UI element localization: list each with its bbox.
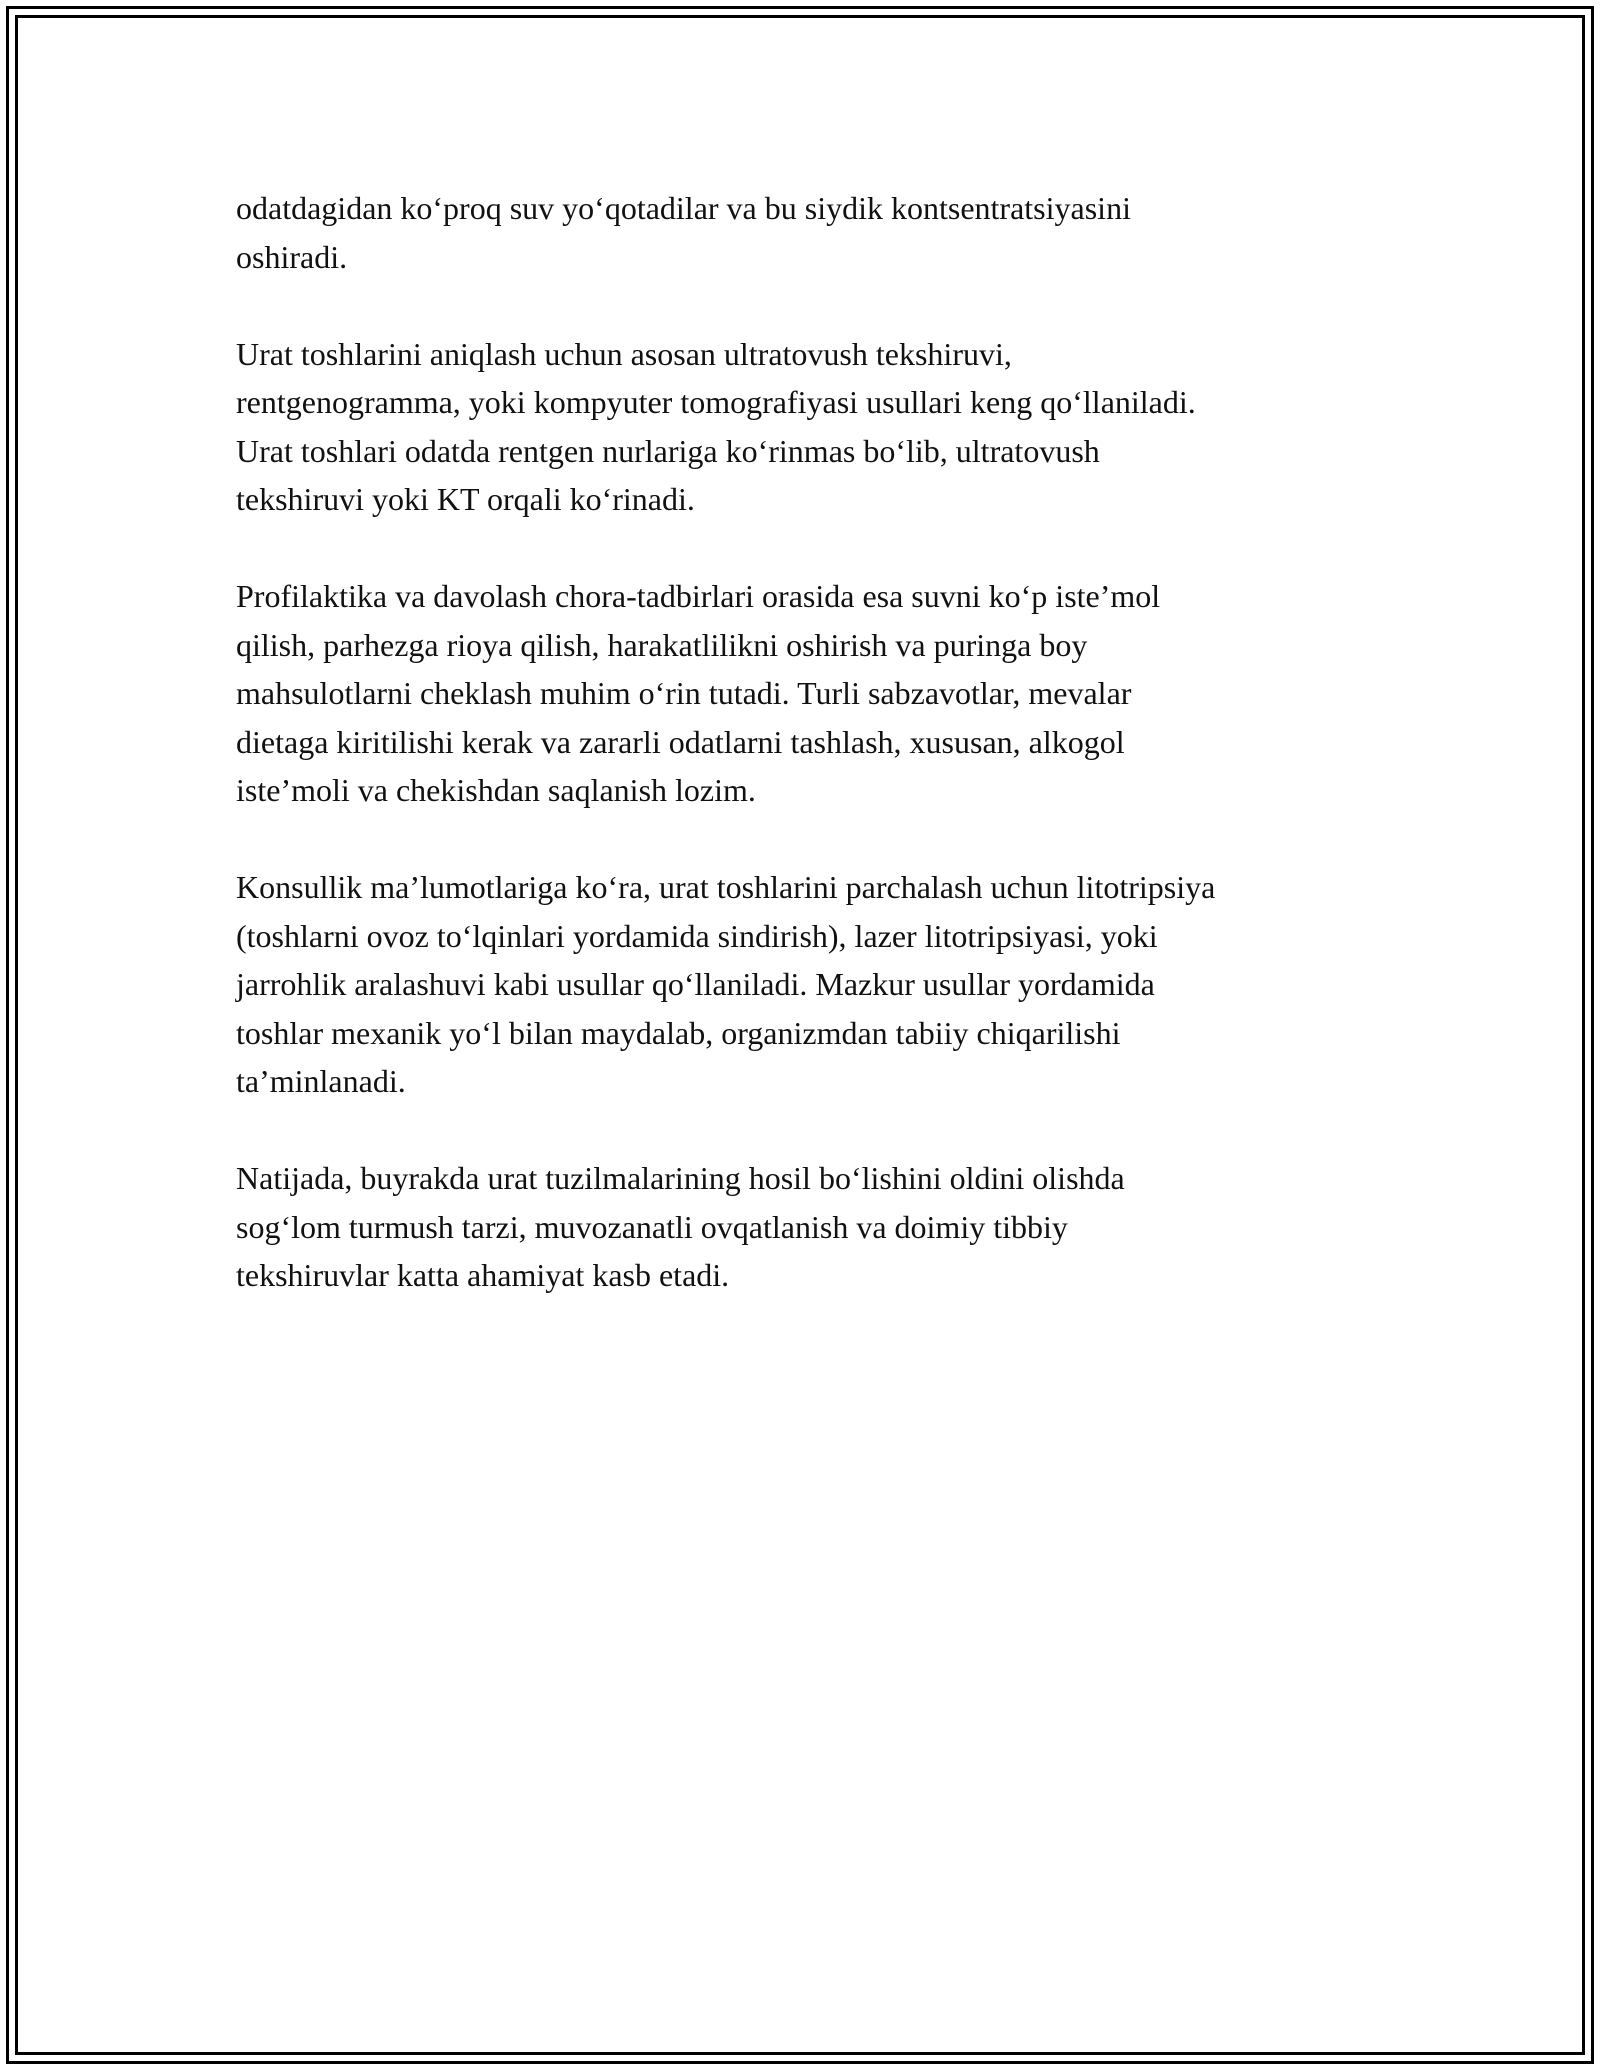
text-line: iste’moli va chekishdan saqlanish lozim. bbox=[236, 772, 756, 808]
text-line: rentgenogramma, yoki kompyuter tomografiyasi usullari keng qo‘llaniladi. bbox=[236, 384, 1196, 420]
text-line: sog‘lom turmush tarzi, muvozanatli ovqatlanish va doimiy tibbiy bbox=[236, 1208, 1068, 1245]
text-line: dietaga kiritilishi kerak va zararli odatlarni tashlash, xususan, alkogol bbox=[236, 723, 1125, 760]
paragraph bbox=[236, 1154, 1376, 1300]
text-line: (toshlarni ovoz to‘lqinlari yordamida sindirish), lazer litotripsiyasi, yoki bbox=[236, 917, 1158, 954]
text-line: ta’minlanadi. bbox=[236, 1063, 406, 1099]
text-line: Urat toshlarini aniqlash uchun asosan ultratovush tekshiruvi, bbox=[236, 335, 1012, 372]
text-line: oshiradi. bbox=[236, 238, 348, 275]
text-line: qilish, parhezga rioya qilish, harakatlilikni oshirish va puringa boy bbox=[236, 626, 1088, 663]
text-line: Konsullik ma’lumotlariga ko‘ra, urat toshlarini parchalash uchun litotripsiya bbox=[236, 869, 1216, 905]
paragraph bbox=[236, 572, 1376, 815]
document-body bbox=[236, 184, 1376, 1348]
text-line: jarrohlik aralashuvi kabi usullar qo‘llaniladi. Mazkur usullar yordamida bbox=[236, 966, 1155, 1002]
paragraph bbox=[236, 863, 1376, 1106]
text-line: Urat toshlari odatda rentgen nurlariga ko‘rinmas bo‘lib, ultratovush bbox=[236, 432, 1100, 469]
paragraph bbox=[236, 184, 1376, 281]
text-line: Profilaktika va davolash chora-tadbirlari orasida esa suvni ko‘p iste’mol bbox=[236, 578, 1161, 614]
paragraph bbox=[236, 330, 1376, 524]
text-line: toshlar mexanik yo‘l bilan maydalab, organizmdan tabiiy chiqarilishi bbox=[236, 1014, 1121, 1051]
text-line: tekshiruvi yoki KT orqali ko‘rinadi. bbox=[236, 481, 695, 517]
text-line: odatdagidan ko‘proq suv yo‘qotadilar va bu siydik kontsentratsiyasini bbox=[236, 190, 1131, 226]
text-line: tekshiruvlar katta ahamiyat kasb etadi. bbox=[236, 1257, 730, 1293]
text-line: mahsulotlarni cheklash muhim o‘rin tutadi. Turli sabzavotlar, mevalar bbox=[236, 675, 1132, 711]
text-line: Natijada, buyrakda urat tuzilmalarining hosil bo‘lishini oldini olishda bbox=[236, 1160, 1125, 1196]
